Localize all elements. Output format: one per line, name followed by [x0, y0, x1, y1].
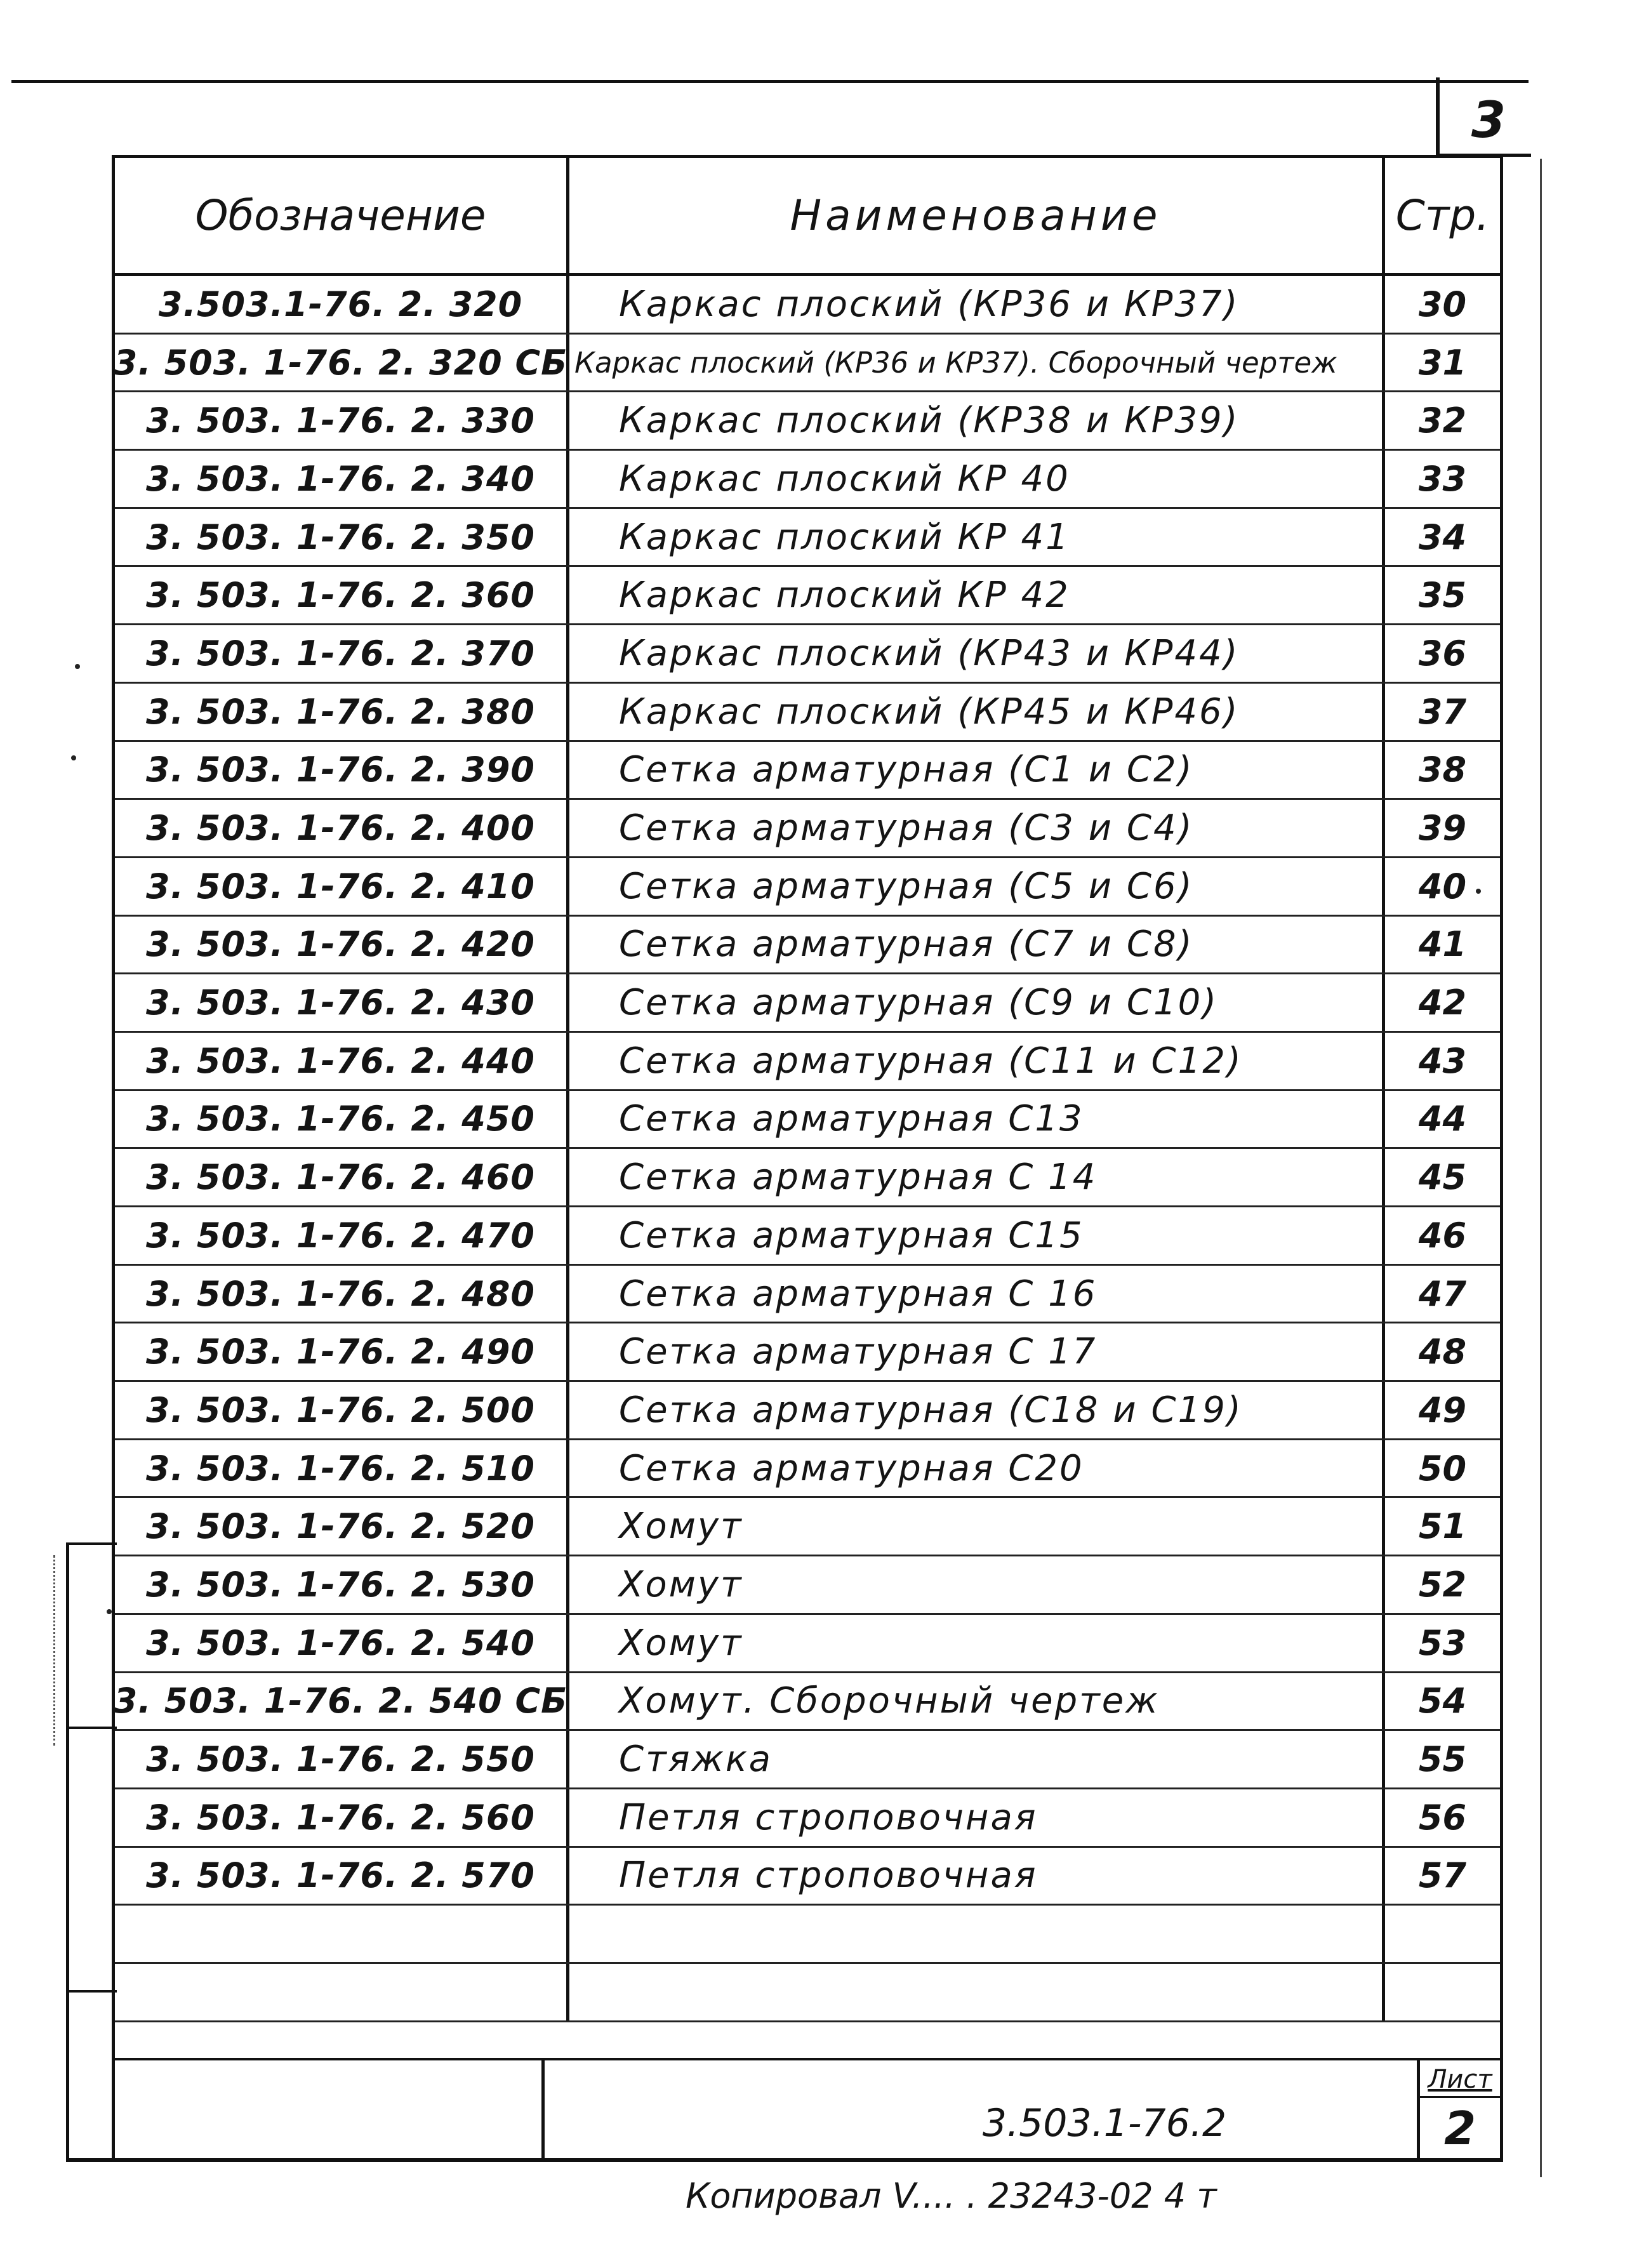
row-name: Каркас плоский (КР36 и КР37): [569, 276, 1385, 333]
row-page: 46: [1418, 1215, 1467, 1256]
table-row: [115, 858, 1500, 917]
row-designation: 3. 503. 1-76. 2. 550: [115, 1731, 569, 1787]
row-name: Хомут: [569, 1556, 1385, 1613]
row-name: Сетка арматурная С13: [569, 1091, 1385, 1148]
binding-stub-tick: [66, 1542, 117, 1545]
row-name: Сетка арматурная (С5 и С6): [569, 858, 1385, 915]
table-row: [115, 1848, 1500, 1906]
row-designation: 3. 503. 1-76. 2. 510: [115, 1440, 569, 1497]
binding-stub-line: [66, 1542, 69, 2162]
row-page: 40: [1418, 866, 1467, 906]
row-page: 41: [1418, 924, 1467, 965]
table-row: [115, 392, 1500, 451]
sheet-number: 3: [1471, 92, 1506, 149]
row-designation: 3. 503. 1-76. 2. 540 СБ: [115, 1673, 569, 1730]
row-designation: 3. 503. 1-76. 2. 430: [115, 974, 569, 1031]
row-name: Хомут. Сборочный чертеж: [569, 1673, 1385, 1730]
row-name: Сетка арматурная (С11 и С12): [569, 1033, 1385, 1089]
row-page: 56: [1418, 1797, 1467, 1838]
title-block-divider: [541, 2058, 545, 2159]
row-name: Сетка арматурная С15: [569, 1207, 1385, 1264]
row-page: 57: [1418, 1855, 1467, 1896]
table-row: [115, 567, 1500, 625]
row-page: 47: [1418, 1273, 1467, 1314]
table-row: [115, 335, 1500, 393]
row-name: Петля строповочная: [569, 1848, 1385, 1904]
title-block-designation: 3.503.1-76.2: [982, 2101, 1227, 2145]
row-name: Каркас плоский КР 41: [569, 509, 1385, 566]
row-name: Стяжка: [569, 1731, 1385, 1787]
table-row: [115, 917, 1500, 975]
scan-speck: [71, 755, 76, 760]
table-row: [115, 1440, 1500, 1499]
row-designation: 3. 503. 1-76. 2. 400: [115, 800, 569, 856]
row-designation: 3. 503. 1-76. 2. 570: [115, 1848, 569, 1904]
row-name: Сетка арматурная (С3 и С4): [569, 800, 1385, 856]
row-page: 51: [1418, 1506, 1467, 1547]
row-designation: 3. 503. 1-76. 2. 360: [115, 567, 569, 623]
row-designation: 3. 503. 1-76. 2. 320 СБ: [115, 335, 569, 391]
row-designation: 3. 503. 1-76. 2. 410: [115, 858, 569, 915]
row-page: 32: [1418, 401, 1467, 441]
table-row: [115, 1498, 1500, 1556]
row-name: Каркас плоский (КР43 и КР44): [569, 625, 1385, 682]
table-row: [115, 1091, 1500, 1150]
title-block-bottom-line: [66, 2158, 1503, 2162]
table-row: [115, 742, 1500, 800]
row-name: Каркас плоский (КР36 и КР37). Сборочный чертеж: [569, 335, 1385, 391]
row-designation: 3. 503. 1-76. 2. 560: [115, 1789, 569, 1846]
table-row: [115, 1323, 1500, 1382]
row-name: Каркас плоский КР 40: [569, 451, 1385, 507]
scan-speck: [107, 1609, 112, 1614]
right-outer-line: [1540, 159, 1542, 2177]
scan-speck: [1476, 889, 1481, 894]
binding-stub-dots: [53, 1555, 64, 1746]
row-name: Сетка арматурная С20: [569, 1440, 1385, 1497]
row-page: 37: [1418, 691, 1467, 732]
row-page: 34: [1418, 517, 1467, 557]
table-header: [115, 158, 1500, 276]
row-designation: 3. 503. 1-76. 2. 530: [115, 1556, 569, 1613]
copied-by-note: Копировал V.... . 23243-02 4 т: [686, 2176, 1217, 2216]
row-designation: 3. 503. 1-76. 2. 380: [115, 684, 569, 740]
row-designation: 3. 503. 1-76. 2. 540: [115, 1615, 569, 1671]
scan-speck: [75, 664, 80, 669]
row-page: 52: [1418, 1564, 1467, 1605]
table-row: [115, 509, 1500, 567]
row-page: 48: [1418, 1332, 1467, 1372]
row-name: Каркас плоский КР 42: [569, 567, 1385, 623]
title-block-top-line: [115, 2058, 1500, 2060]
title-block-sheet-value: 2: [1443, 2102, 1476, 2155]
row-designation: 3. 503. 1-76. 2. 520: [115, 1498, 569, 1555]
table-row: [115, 1149, 1500, 1207]
row-name: Сетка арматурная С 17: [569, 1323, 1385, 1380]
row-name: Сетка арматурная (С18 и С19): [569, 1382, 1385, 1438]
row-designation: 3. 503. 1-76. 2. 420: [115, 917, 569, 973]
table-row: [115, 1266, 1500, 1324]
row-designation: 3. 503. 1-76. 2. 460: [115, 1149, 569, 1205]
table-row: [115, 1556, 1500, 1615]
row-name: Сетка арматурная (С9 и С10): [569, 974, 1385, 1031]
table-row: [115, 1207, 1500, 1266]
row-page: 44: [1418, 1099, 1467, 1139]
table-row: [115, 1789, 1500, 1848]
table-row-empty: [115, 1964, 1500, 2022]
top-border-line: [11, 80, 1529, 83]
table-row: [115, 974, 1500, 1033]
row-page: 33: [1418, 458, 1467, 499]
table-row: [115, 800, 1500, 858]
header-designation: Обозначение: [115, 158, 569, 273]
table-row: [115, 625, 1500, 684]
row-designation: 3. 503. 1-76. 2. 450: [115, 1091, 569, 1148]
row-designation: 3. 503. 1-76. 2. 370: [115, 625, 569, 682]
row-designation: 3. 503. 1-76. 2. 340: [115, 451, 569, 507]
row-page: 43: [1418, 1040, 1467, 1081]
row-name: Петля строповочная: [569, 1789, 1385, 1846]
row-name: Сетка арматурная (С1 и С2): [569, 742, 1385, 799]
contents-table: [115, 158, 1500, 2022]
row-name: Сетка арматурная (С7 и С8): [569, 917, 1385, 973]
table-row: [115, 1033, 1500, 1091]
header-page: Стр.: [1395, 191, 1490, 240]
binding-stub-tick: [66, 1727, 117, 1729]
table-row: [115, 451, 1500, 509]
row-page: 38: [1418, 750, 1467, 790]
table-row: [115, 1382, 1500, 1440]
title-block-sheet-cell-line: [1420, 2096, 1500, 2098]
row-page: 35: [1418, 575, 1467, 616]
row-designation: 3. 503. 1-76. 2. 490: [115, 1323, 569, 1380]
row-designation: 3. 503. 1-76. 2. 480: [115, 1266, 569, 1322]
binding-stub-tick: [66, 1990, 117, 1993]
row-name: Каркас плоский (КР45 и КР46): [569, 684, 1385, 740]
row-page: 36: [1418, 633, 1467, 673]
header-name: Наименование: [569, 158, 1385, 273]
row-page: 30: [1418, 284, 1467, 324]
row-page: 31: [1418, 342, 1467, 383]
row-name: Сетка арматурная С 14: [569, 1149, 1385, 1205]
row-page: 45: [1418, 1157, 1467, 1198]
row-name: Сетка арматурная С 16: [569, 1266, 1385, 1322]
title-block-sheet-label: Лист: [1428, 2065, 1492, 2094]
row-name: Хомут: [569, 1498, 1385, 1555]
table-row: [115, 276, 1500, 335]
row-designation: 3. 503. 1-76. 2. 470: [115, 1207, 569, 1264]
row-page: 42: [1418, 983, 1467, 1023]
row-name: Каркас плоский (КР38 и КР39): [569, 392, 1385, 449]
table-row: [115, 1731, 1500, 1789]
row-designation: 3. 503. 1-76. 2. 350: [115, 509, 569, 566]
sheet-number-box-left: [1436, 77, 1440, 157]
row-page: 39: [1418, 808, 1467, 849]
row-designation: 3. 503. 1-76. 2. 330: [115, 392, 569, 449]
row-page: 50: [1418, 1448, 1467, 1489]
row-page: 49: [1418, 1389, 1467, 1430]
row-designation: 3.503.1-76. 2. 320: [115, 276, 569, 333]
row-page: 55: [1418, 1739, 1467, 1780]
table-row: [115, 1615, 1500, 1673]
row-designation: 3. 503. 1-76. 2. 440: [115, 1033, 569, 1089]
row-name: Хомут: [569, 1615, 1385, 1671]
row-page: 53: [1418, 1622, 1467, 1663]
table-body: [115, 276, 1500, 1906]
table-row: [115, 684, 1500, 742]
table-row: [115, 1673, 1500, 1732]
table-row-empty: [115, 1906, 1500, 1964]
row-page: 54: [1418, 1681, 1467, 1721]
row-designation: 3. 503. 1-76. 2. 390: [115, 742, 569, 799]
row-designation: 3. 503. 1-76. 2. 500: [115, 1382, 569, 1438]
